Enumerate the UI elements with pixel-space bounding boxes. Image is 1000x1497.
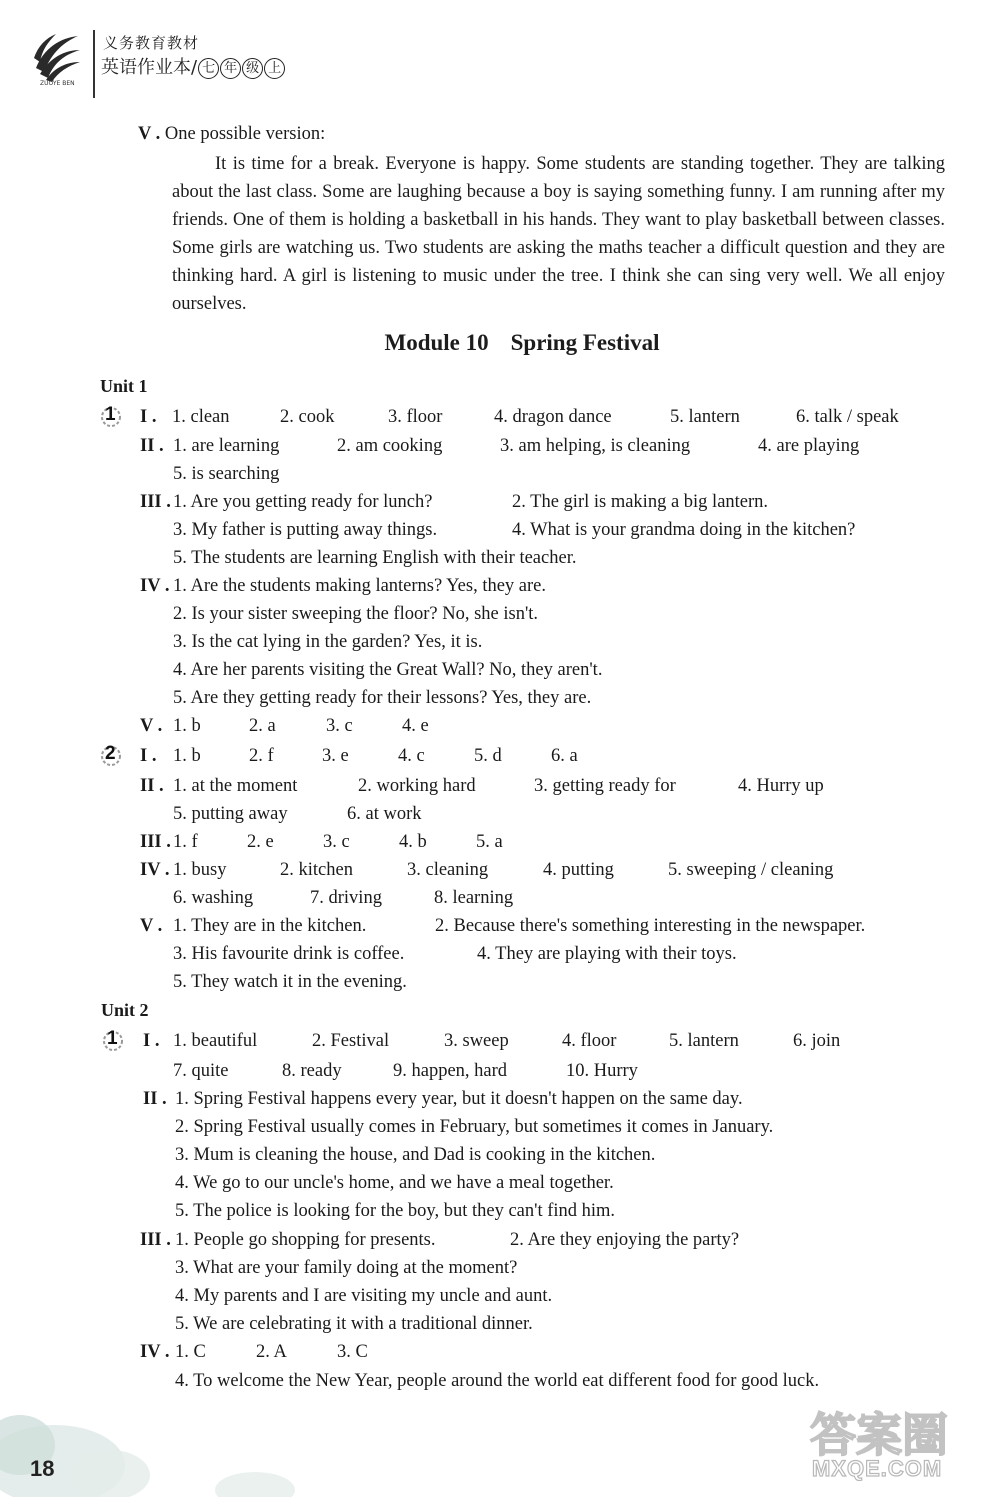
answer-item: 2. Is your sister sweeping the floor? No, she isn't. xyxy=(173,604,539,624)
answer-item: 4. dragon dance xyxy=(494,407,612,427)
answer-item: 5. putting away xyxy=(173,804,288,824)
answer-item: 4. putting xyxy=(543,860,614,880)
answer-item: 3. c xyxy=(323,832,350,852)
answer-item: 5. sweeping / cleaning xyxy=(668,860,834,880)
answer-item: 6. at work xyxy=(347,804,422,824)
answer-item: 5. The police is looking for the boy, but they can't find him. xyxy=(175,1201,616,1221)
answer-item: 3. getting ready for xyxy=(534,776,676,796)
answer-item: 7. driving xyxy=(310,888,382,908)
u2-p1-ii-label: II . xyxy=(143,1089,167,1109)
answer-item: 2. f xyxy=(249,746,274,766)
answer-item: 3. C xyxy=(337,1342,368,1362)
answer-item: 10. Hurry xyxy=(566,1061,638,1081)
page-number: 18 xyxy=(30,1456,55,1481)
module-heading: Module 10 Spring Festival xyxy=(384,330,660,355)
u1-p1-i-label: I . xyxy=(140,407,157,427)
answer-item: 5. is searching xyxy=(173,464,280,484)
u1-p1-v-label: V . xyxy=(140,716,163,736)
answer-item: 1. f xyxy=(173,832,198,852)
part-1-badge: 1 xyxy=(103,1030,127,1052)
answer-item: 2. working hard xyxy=(358,776,476,796)
answer-item: 3. am helping, is cleaning xyxy=(500,436,691,456)
u1-p1-iii-label: III . xyxy=(140,492,171,512)
answer-item: 3. cleaning xyxy=(407,860,489,880)
answer-item: 6. washing xyxy=(173,888,254,908)
section-v-heading: V . One possible version: xyxy=(138,124,326,144)
book-title: 英语作业本/ 七 年 级 上 xyxy=(101,53,285,79)
answer-item: 1. at the moment xyxy=(173,776,298,796)
u1-p2-v-label: V . xyxy=(140,916,163,936)
answer-item: 4. We go to our uncle's home, and we have a meal together. xyxy=(175,1173,614,1193)
answer-item: 1. Are you getting ready for lunch? xyxy=(173,492,433,512)
answer-item: 1. b xyxy=(173,746,201,766)
answer-item: 4. My parents and I are visiting my uncle and aunt. xyxy=(175,1286,553,1306)
answer-item: 1. They are in the kitchen. xyxy=(173,916,367,936)
unit-2-title: Unit 2 xyxy=(101,1000,149,1020)
answer-item: 2. The girl is making a big lantern. xyxy=(512,492,769,512)
answer-item: 4. Hurry up xyxy=(738,776,824,796)
answer-item: 4. e xyxy=(402,716,429,736)
answer-item: 5. d xyxy=(474,746,502,766)
series-title: 义务教育教材 xyxy=(103,34,200,52)
answer-item: 1. C xyxy=(175,1342,206,1362)
answer-item: 2. Spring Festival usually comes in February, but sometimes it comes in January. xyxy=(175,1117,774,1137)
answer-item: 5. We are celebrating it with a traditional dinner. xyxy=(175,1314,533,1334)
publisher-logo-caption: ZUOYE BEN xyxy=(40,80,75,87)
answer-item: 1. b xyxy=(173,716,201,736)
part-2-badge: 2 xyxy=(101,745,125,767)
answer-item: 3. What are your family doing at the moment? xyxy=(175,1258,518,1278)
sample-composition: It is time for a break. Everyone is happy. Some students are standing together. They are talking about the last class. Some are laughing because a boy is saying something funny. I am running after my friends. One of them is holding a basketball in his hands. They want to play basketball between classes. Some girls are watching us. Two students are asking the maths teacher a difficult question and they are thinking hard. A girl is listening to music under the tree. I think she can sing very well. We all enjoy ourselves. xyxy=(172,154,945,314)
page-header xyxy=(0,0,1000,105)
part-1-badge: 1 xyxy=(101,406,125,428)
svg-text:答案圈: 答案圈 xyxy=(810,1408,948,1462)
answer-item: 5. Are they getting ready for their lessons? Yes, they are. xyxy=(173,688,592,708)
answer-item: 2. Because there's something interesting in the newspaper. xyxy=(435,916,866,936)
publisher-logo-icon xyxy=(30,28,82,84)
answer-item: 3. My father is putting away things. xyxy=(173,520,438,540)
unit-1-title: Unit 1 xyxy=(100,376,148,396)
answer-item: 6. talk / speak xyxy=(796,407,899,427)
answer-item: 8. ready xyxy=(282,1061,342,1081)
answer-item: 3. Mum is cleaning the house, and Dad is cooking in the kitchen. xyxy=(175,1145,656,1165)
answer-item: 1. Are the students making lanterns? Yes, they are. xyxy=(173,576,547,596)
answer-item: 2. am cooking xyxy=(337,436,443,456)
answer-item: 2. Festival xyxy=(312,1031,390,1051)
answer-item: 3. sweep xyxy=(444,1031,509,1051)
answer-item: 6. join xyxy=(793,1031,841,1051)
answer-item: 2. A xyxy=(256,1342,287,1362)
u2-p1-iv-label: IV . xyxy=(140,1342,170,1362)
answer-item: 5. lantern xyxy=(669,1031,739,1051)
u1-p2-iv-label: IV . xyxy=(140,860,170,880)
answer-item: 4. Are her parents visiting the Great Wall? No, they aren't. xyxy=(173,660,603,680)
answer-item: 1. are learning xyxy=(173,436,280,456)
answer-item: 5. a xyxy=(476,832,503,852)
u1-p2-ii-label: II . xyxy=(140,776,164,796)
answer-item: 1. busy xyxy=(173,860,227,880)
header-divider xyxy=(93,30,95,98)
answer-item: 3. floor xyxy=(388,407,443,427)
answer-item: 4. To welcome the New Year, people around the world eat different food for good luck. xyxy=(175,1371,820,1391)
u2-p1-i-label: I . xyxy=(143,1031,160,1051)
answer-item: 7. quite xyxy=(173,1061,229,1081)
answer-item: 1. People go shopping for presents. xyxy=(175,1230,436,1250)
answer-item: 5. They watch it in the evening. xyxy=(173,972,407,992)
answer-item: 3. c xyxy=(326,716,353,736)
answer-item: 3. e xyxy=(322,746,349,766)
answer-item: 2. e xyxy=(247,832,274,852)
answer-item: 1. clean xyxy=(172,407,230,427)
answer-item: 4. floor xyxy=(562,1031,617,1051)
u1-p1-iv-label: IV . xyxy=(140,576,170,596)
answer-item: 3. His favourite drink is coffee. xyxy=(173,944,405,964)
answer-item: 5. The students are learning English with their teacher. xyxy=(173,548,577,568)
answer-item: 5. lantern xyxy=(670,407,740,427)
answer-item: 2. kitchen xyxy=(280,860,353,880)
answer-item: 8. learning xyxy=(434,888,514,908)
answer-item: 2. cook xyxy=(280,407,335,427)
answer-item: 4. What is your grandma doing in the kitchen? xyxy=(512,520,856,540)
answer-item: 4. c xyxy=(398,746,425,766)
watermark-logo-icon xyxy=(800,1405,1000,1497)
answer-item: 2. a xyxy=(249,716,276,736)
answer-item: 2. Are they enjoying the party? xyxy=(510,1230,740,1250)
answer-item: 6. a xyxy=(551,746,578,766)
answer-item: 4. They are playing with their toys. xyxy=(477,944,737,964)
answer-item: 3. Is the cat lying in the garden? Yes, it is. xyxy=(173,632,483,652)
answer-item: 9. happen, hard xyxy=(393,1061,508,1081)
u2-p1-iii-label: III . xyxy=(140,1230,171,1250)
u1-p2-iii-label: III . xyxy=(140,832,171,852)
answer-item: 1. beautiful xyxy=(173,1031,258,1051)
answer-item: 4. are playing xyxy=(758,436,860,456)
watermark-url: MXQE.COM xyxy=(812,1456,943,1481)
u1-p1-ii-label: II . xyxy=(140,436,164,456)
answer-item: 4. b xyxy=(399,832,427,852)
answer-item: 1. Spring Festival happens every year, but it doesn't happen on the same day. xyxy=(175,1089,743,1109)
u1-p2-i-label: I . xyxy=(140,746,157,766)
